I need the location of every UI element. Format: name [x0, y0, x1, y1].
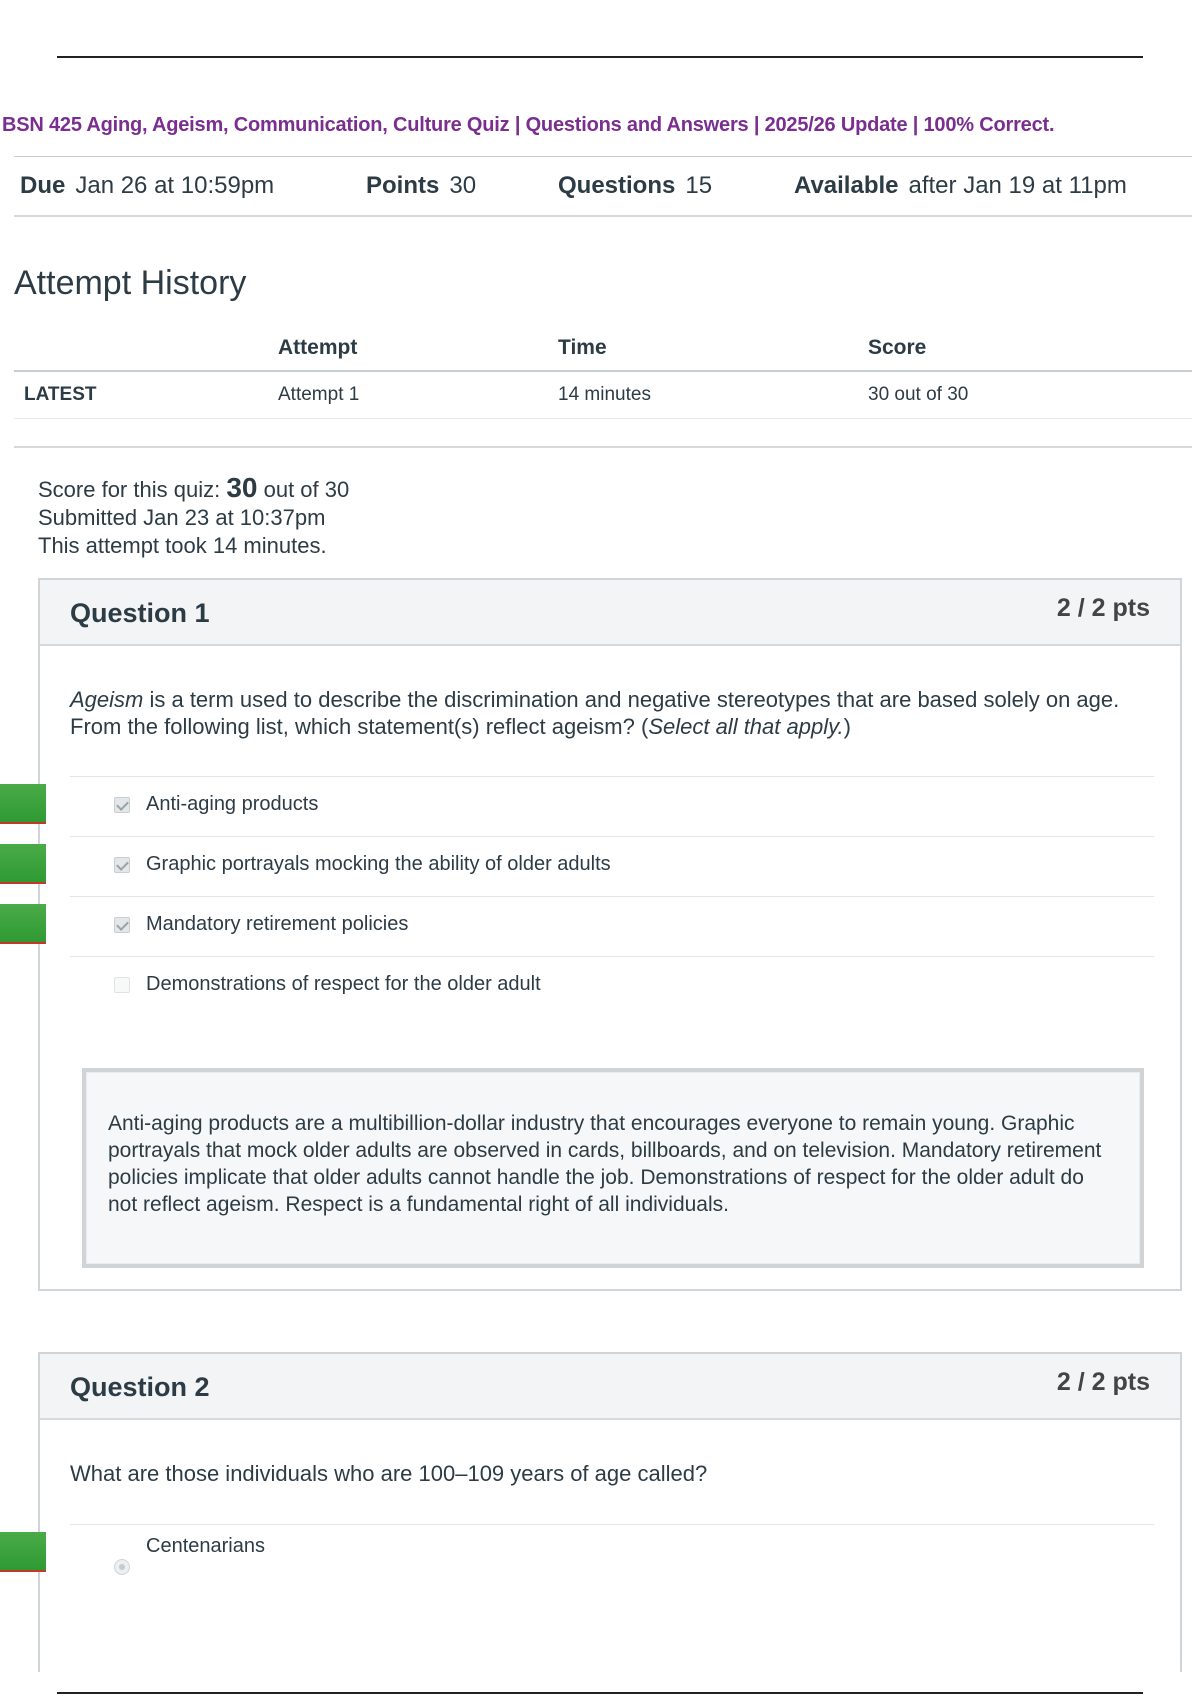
- question-2: [38, 1352, 1182, 1672]
- questions-value: 15: [685, 172, 713, 199]
- due-label: Due: [20, 172, 66, 199]
- submitted-time: Submitted Jan 23 at 10:37pm: [38, 505, 326, 530]
- answer-label: Anti-aging products: [146, 793, 319, 815]
- answer-option[interactable]: [70, 1524, 1154, 1584]
- question-1-title: Question 1: [70, 598, 210, 628]
- history-divider: [14, 446, 1192, 448]
- checkbox-checked-icon[interactable]: [114, 857, 130, 873]
- correct-answer-flag: [0, 844, 46, 884]
- question-1-points: 2 / 2 pts: [1056, 594, 1150, 622]
- answer-option[interactable]: [70, 776, 1154, 836]
- score-value: 30: [226, 472, 258, 503]
- attempt-link[interactable]: Attempt 1: [278, 384, 360, 405]
- due-value: Jan 26 at 10:59pm: [75, 172, 275, 199]
- available-value: after Jan 19 at 11pm: [908, 172, 1127, 199]
- points-total: [366, 172, 476, 200]
- page-top-rule: [57, 56, 1143, 58]
- question-1-body: is a term used to describe the discrimination and negative stereotypes that are based solely on age. From the following list, which statement(s) reflect ageism? (: [70, 687, 1120, 739]
- feedback-text: Anti-aging products are a multibillion-dollar industry that encourages everyone to remain young. Graphic portrayals that mock older adults are observed in cards, billboards, and on television. Mandatory retirement policies implicate that older adults cannot handle the job. Demonstrations of respect for the older adult do not reflect ageism. Respect is a fundamental right of all individuals.: [108, 1112, 1102, 1216]
- column-attempt: Attempt: [278, 336, 358, 359]
- document-title: BSN 425 Aging, Ageism, Communication, Culture Quiz | Questions and Answers | 2025/26 Update | 100% Correct.: [2, 114, 1055, 136]
- checkbox-checked-icon[interactable]: [114, 797, 130, 813]
- question-2-title: Question 2: [70, 1372, 210, 1402]
- question-1-instruction: Select all that apply.: [648, 714, 844, 739]
- attempt-score: 30 out of 30: [868, 384, 969, 405]
- question-2-text: What are those individuals who are 100–109 years of age called?: [70, 1461, 708, 1486]
- answer-label: Demonstrations of respect for the older adult: [146, 973, 541, 995]
- answer-label: Graphic portrayals mocking the ability of older adults: [146, 853, 611, 875]
- question-1-text: [70, 686, 1150, 740]
- quiz-meta-bar: [14, 156, 1192, 217]
- attempt-time: 14 minutes: [558, 384, 651, 405]
- correct-answer-flag: [0, 904, 46, 944]
- available-label: Available: [794, 172, 899, 199]
- questions-count: [558, 172, 712, 200]
- answer-option[interactable]: [70, 956, 1154, 1016]
- answer-label: Centenarians: [146, 1535, 265, 1557]
- radio-selected-icon[interactable]: [114, 1559, 130, 1575]
- availability: [794, 172, 1127, 200]
- column-time: Time: [558, 336, 607, 359]
- attempt-history-row: [14, 374, 1192, 419]
- answer-option[interactable]: [70, 836, 1154, 896]
- score-suffix: out of 30: [263, 477, 350, 502]
- question-2-points: 2 / 2 pts: [1056, 1368, 1150, 1396]
- attempt-history-heading: Attempt History: [14, 264, 247, 302]
- points-value: 30: [449, 172, 477, 199]
- quiz-score-summary: [38, 474, 349, 560]
- due-date: [20, 172, 274, 200]
- question-1-header: [40, 580, 1180, 646]
- questions-label: Questions: [558, 172, 676, 199]
- correct-answer-flag: [0, 1532, 46, 1572]
- correct-answer-flag: [0, 784, 46, 824]
- checkbox-empty-icon[interactable]: [114, 977, 130, 993]
- score-prefix: Score for this quiz:: [38, 477, 221, 502]
- question-1: [38, 578, 1182, 1291]
- page-bottom-rule: [57, 1692, 1143, 1694]
- answer-option[interactable]: [70, 896, 1154, 956]
- column-score: Score: [868, 336, 927, 359]
- points-label: Points: [366, 172, 440, 199]
- answer-feedback: [82, 1068, 1144, 1268]
- attempt-history-header: [14, 332, 1192, 372]
- question-1-close-paren: ): [843, 714, 851, 739]
- question-2-header: [40, 1354, 1180, 1420]
- question-1-term: Ageism: [70, 687, 144, 712]
- answer-label: Mandatory retirement policies: [146, 913, 409, 935]
- checkbox-checked-icon[interactable]: [114, 917, 130, 933]
- score-line: [38, 474, 349, 504]
- attempt-duration: This attempt took 14 minutes.: [38, 533, 327, 558]
- latest-tag: LATEST: [24, 384, 97, 405]
